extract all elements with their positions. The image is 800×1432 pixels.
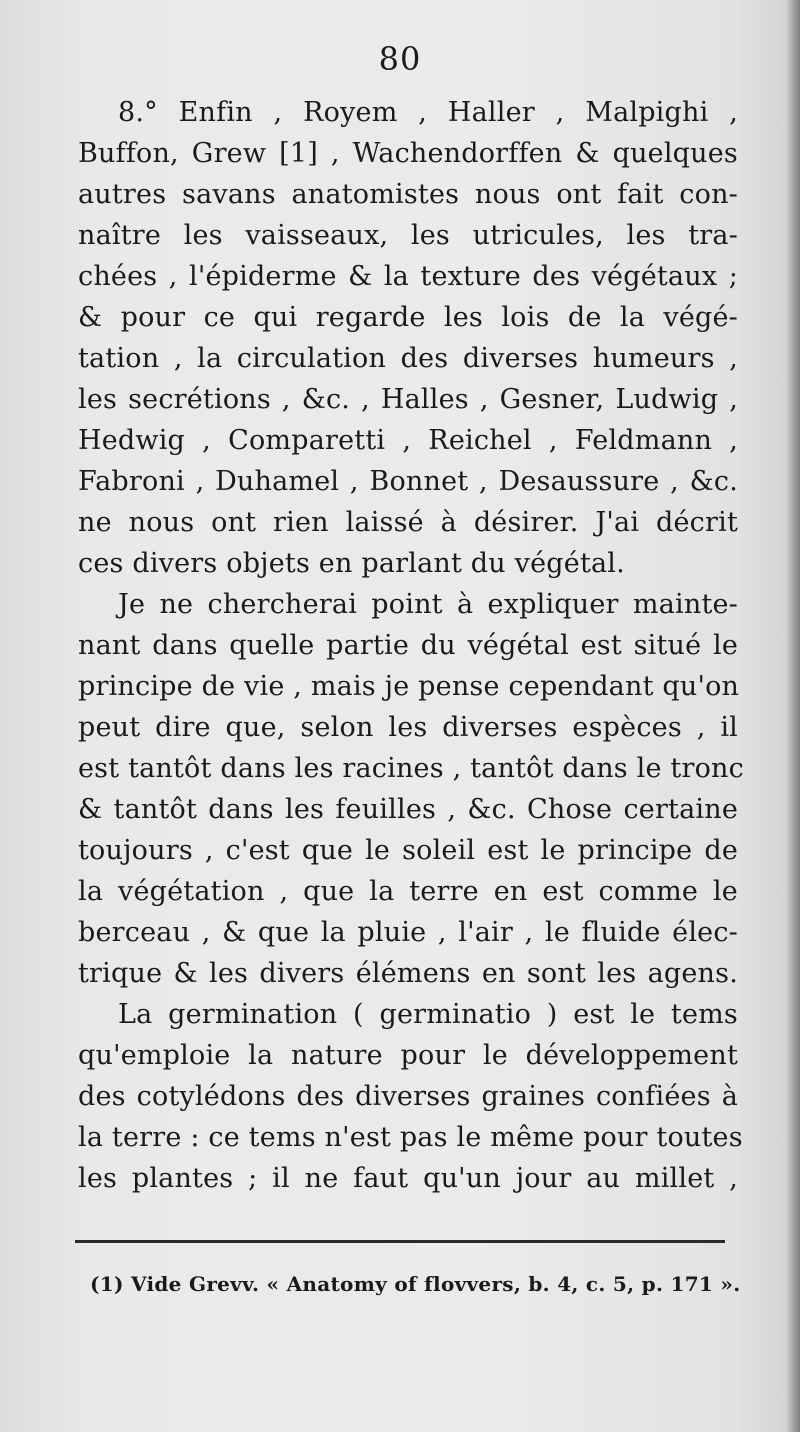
text-line: La germination ( germinatio ) est le tems [118, 999, 738, 1030]
text-line: peut dire que, selon les diverses espèces , il [78, 712, 738, 743]
text-line: ne nous ont rien laissé à désirer. J'ai décrit [78, 507, 738, 538]
text-line: la terre : ce tems n'est pas le même pour toutes [78, 1122, 743, 1153]
text-line: Buffon, Grew [1] , Wachendorffen & quelques [78, 138, 738, 169]
text-line: & tantôt dans les feuilles , &c. Chose certaine [78, 794, 738, 825]
text-line: nant dans quelle partie du végétal est situé le [78, 630, 738, 661]
text-line: berceau , & que la pluie , l'air , le fluide élec- [78, 917, 738, 948]
text-line: les secrétions , &c. , Halles , Gesner, Ludwig , [78, 384, 738, 415]
text-line: est tantôt dans les racines , tantôt dans le tronc [78, 753, 744, 784]
text-line: les plantes ; il ne faut qu'un jour au millet , [78, 1163, 738, 1194]
text-line: trique & les divers élémens en sont les agens. [78, 958, 738, 989]
page-edge-shadow [786, 0, 800, 1432]
text-line: autres savans anatomistes nous ont fait con- [78, 179, 738, 210]
text-line: & pour ce qui regarde les lois de la végé- [78, 302, 738, 333]
text-line: qu'emploie la nature pour le développement [78, 1040, 738, 1071]
text-line: des cotylédons des diverses graines confiées à [78, 1081, 738, 1112]
body-text [78, 92, 744, 1199]
text-line: principe de vie , mais je pense cependant qu'on [78, 671, 740, 702]
footnote-divider [75, 1240, 725, 1243]
text-line: naître les vaisseaux, les utricules, les tra- [78, 220, 738, 251]
text-line: 8.° Enfin , Royem , Haller , Malpighi , [118, 97, 738, 128]
text-line: chées , l'épiderme & la texture des végétaux ; [78, 261, 738, 292]
text-line: Fabroni , Duhamel , Bonnet , Desaussure , &c. [78, 466, 738, 497]
text-line: toujours , c'est que le soleil est le principe de [78, 835, 738, 866]
footnote: (1) Vide Grevv. « Anatomy of flovvers, b. 4, c. 5, p. 171 ». [90, 1272, 741, 1296]
text-line: ces divers objets en parlant du végétal. [78, 548, 625, 579]
text-line: Je ne chercherai point à expliquer mainte- [118, 589, 738, 620]
text-line: Hedwig , Comparetti , Reichel , Feldmann , [78, 425, 738, 456]
text-line: la végétation , que la terre en est comme le [78, 876, 738, 907]
page-number: 80 [378, 40, 422, 78]
text-line: tation , la circulation des diverses humeurs , [78, 343, 738, 374]
